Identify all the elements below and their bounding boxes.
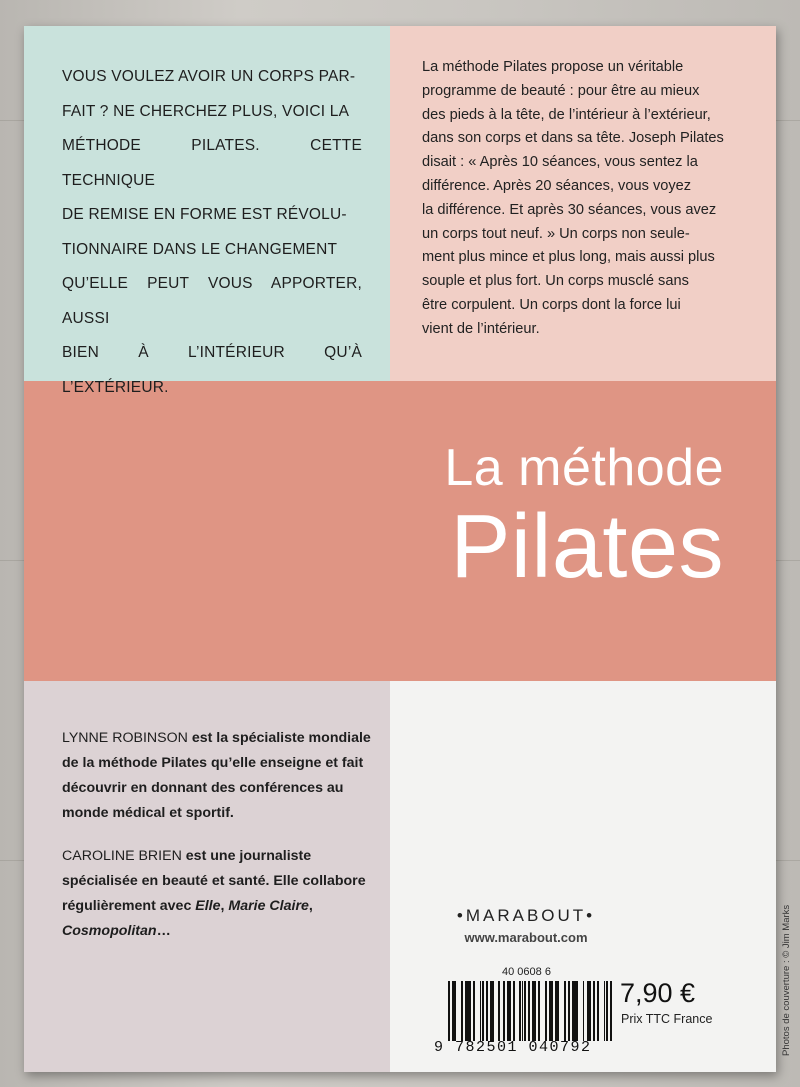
barcode-bar [448, 981, 450, 1041]
author-bio-robinson [62, 726, 372, 826]
barcode-bar [509, 981, 511, 1041]
barcode-bars [448, 981, 612, 1041]
publisher-logo: •MARABOUT• [456, 906, 596, 925]
author-name: LYNNE ROBINSON [62, 730, 188, 746]
barcode-bar [576, 981, 578, 1041]
barcode-bar [568, 981, 570, 1041]
book-back-cover [24, 26, 792, 1072]
barcode-bar [606, 981, 608, 1041]
barcode-bar [454, 981, 456, 1041]
title-line-1: La méthode [444, 439, 724, 497]
barcode-bar [583, 981, 585, 1041]
magazine-name: Cosmopolitan [62, 923, 157, 939]
publisher-url: www.marabout.com [464, 930, 588, 945]
barcode-bar [492, 981, 494, 1041]
barcode-bar [524, 981, 526, 1041]
barcode-bar [482, 981, 484, 1041]
barcode-bar [473, 981, 475, 1041]
barcode-bar [597, 981, 599, 1041]
barcode-bar [538, 981, 540, 1041]
barcode-bar [469, 981, 471, 1041]
title-line-2: Pilates [450, 497, 724, 597]
barcode-bar [564, 981, 566, 1041]
separator: , [308, 898, 313, 914]
barcode [434, 981, 612, 1056]
price-label: Prix TTC France [621, 1012, 713, 1026]
magazine-name: Marie Claire [228, 898, 309, 914]
price: 7,90 € [620, 978, 696, 1008]
barcode-bar [593, 981, 595, 1041]
photo-credit: Photos de couverture : © Jim Marks [781, 904, 792, 1056]
author-description: est la spécialiste mondiale de la méthode Pilates qu’elle enseigne et fait découvrir en donnant des conférences au monde médical et sportif. [62, 730, 371, 821]
product-code: 40 0608 6 [502, 966, 551, 978]
author-bio-brien [62, 844, 372, 944]
barcode-bar [528, 981, 530, 1041]
barcode-bar [545, 981, 547, 1041]
barcode-bar [534, 981, 536, 1041]
barcode-bar [551, 981, 553, 1041]
ean-number: 9 782501 040792 [434, 1039, 592, 1056]
intro-body-text: La méthode Pilates propose un véritable programme de beauté : pour être au mieux des pieds à la tête, de l’intérieur à l’extérieur, dans son corps et dans sa tête. Joseph Pilates disait : « Après 10 séances, vous sentez la différence. Après 20 séances, vous voyez la différence. Et après 30 séances, vous avez un corps tout neuf. » Un corps non seule- ment plus mince et plus long, mais aussi plus souple et plus fort. Un corps musclé sans être corpulent. Un corps dont la force lui vient de l’intérieur. [422, 59, 724, 337]
intro-caps-text: VOUS VOULEZ AVOIR UN CORPS PAR- FAIT ? NE CHERCHEZ PLUS, VOICI LA MÉTHODE PILATES. CETTE TECHNIQUE DE REMISE EN FORME EST RÉVOLU- TIONNAIRE DANS LE CHANGEMENT QU’ELLE PEUT VOUS APPORTER, AUSSI BIEN À L’INTÉRIEUR QU’À L’EXTÉRIEUR. [62, 68, 362, 396]
magazine-name: Elle [195, 898, 221, 914]
barcode-bar [486, 981, 488, 1041]
separator: , [220, 898, 229, 914]
barcode-bar [503, 981, 505, 1041]
bio-text: est une journaliste spécialisée en beauté et santé. Elle collabore régulièrement avec [62, 848, 366, 914]
barcode-bar [513, 981, 515, 1041]
barcode-bar [498, 981, 500, 1041]
barcode-bar [610, 981, 612, 1041]
barcode-bar [461, 981, 463, 1041]
barcode-bar [589, 981, 591, 1041]
author-name: CAROLINE BRIEN [62, 848, 182, 864]
ellipsis: … [156, 923, 171, 939]
barcode-bar [557, 981, 559, 1041]
